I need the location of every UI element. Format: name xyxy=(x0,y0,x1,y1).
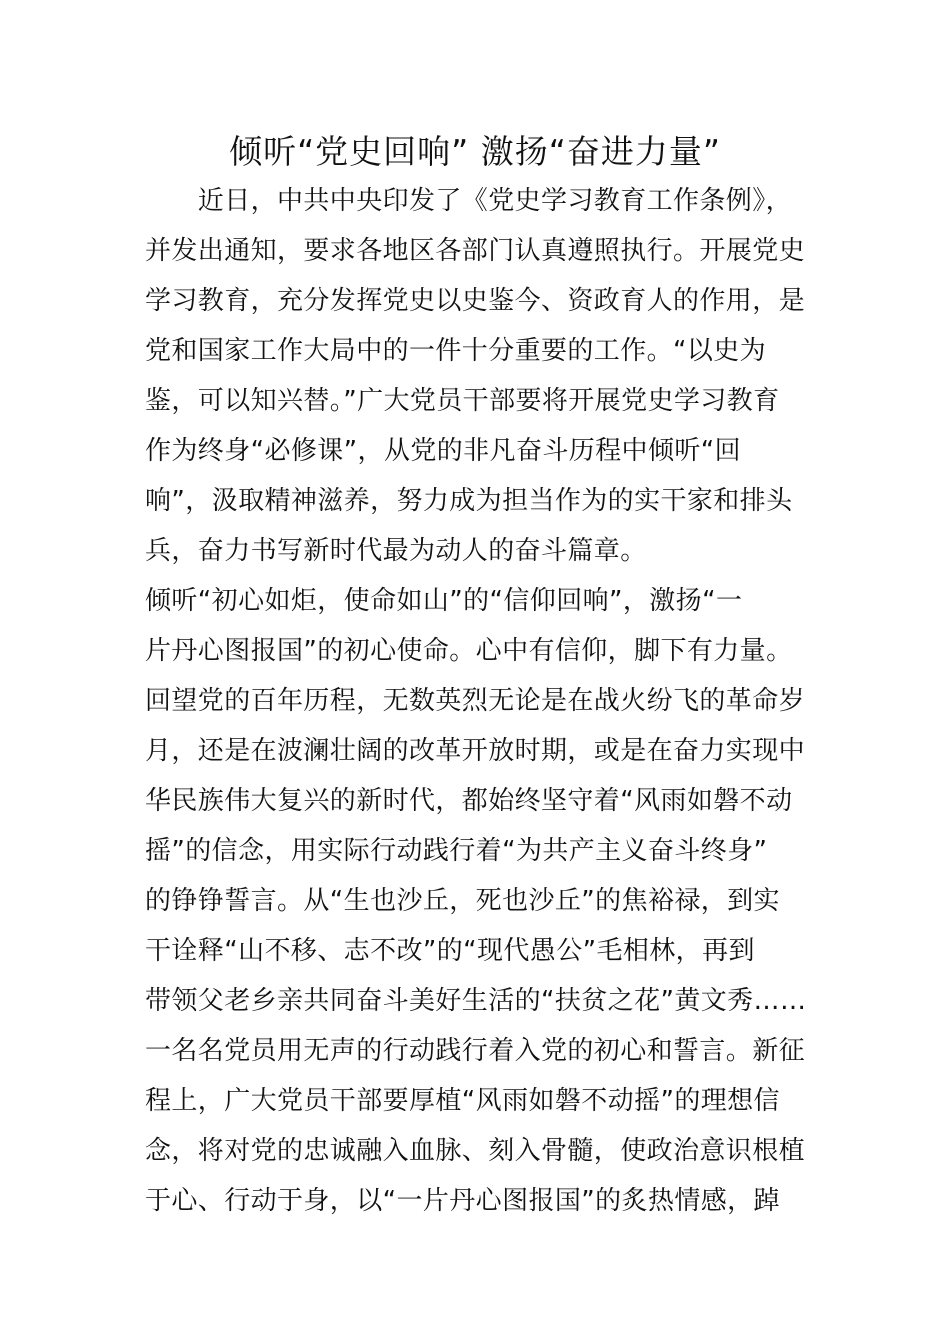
text-line: 片丹心图报国”的初心使命。心中有信仰，脚下有力量。 xyxy=(145,636,793,666)
text-line: 程上，广大党员干部要厚植“风雨如磐不动摇”的理想信 xyxy=(145,1086,780,1116)
text-line: 回望党的百年历程，无数英烈无论是在战火纷飞的革命岁 xyxy=(145,686,806,716)
text-line: 月，还是在波澜壮阔的改革开放时期，或是在奋力实现中 xyxy=(145,736,806,766)
text-line: 带领父老乡亲共同奋斗美好生活的“扶贫之花”黄文秀…… xyxy=(145,986,807,1016)
text-line: 华民族伟大复兴的新时代，都始终坚守着“风雨如磐不动 xyxy=(145,786,793,816)
document-title: 倾听“党史回响” 激扬“奋进力量” xyxy=(229,132,721,171)
text-line: 一名名党员用无声的行动践行着入党的初心和誓言。新征 xyxy=(145,1036,806,1066)
text-line: 干诠释“山不移、志不改”的“现代愚公”毛相林，再到 xyxy=(145,936,755,966)
text-line: 于心、行动于身，以“一片丹心图报国”的炙热情感，踔 xyxy=(145,1186,780,1216)
text-line: 党和国家工作大局中的一件十分重要的工作。“以史为 xyxy=(145,336,767,366)
text-line: 的铮铮誓言。从“生也沙丘，死也沙丘”的焦裕禄，到实 xyxy=(145,886,780,916)
text-line: 摇”的信念，用实际行动践行着“为共产主义奋斗终身” xyxy=(145,836,768,866)
text-line: 鉴，可以知兴替。”广大党员干部要将开展党史学习教育 xyxy=(145,386,780,416)
text-line: 兵，奋力书写新时代最为动人的奋斗篇章。 xyxy=(145,536,647,566)
text-line: 近日，中共中央印发了《党史学习教育工作条例》， xyxy=(145,186,793,216)
text-line: 念，将对党的忠诚融入血脉、刻入骨髓，使政治意识根植 xyxy=(145,1136,806,1166)
text-line: 倾听“初心如炬，使命如山”的“信仰回响”，激扬“一 xyxy=(145,586,743,616)
text-line: 响”，汲取精神滋养，努力成为担当作为的实干家和排头 xyxy=(145,486,793,516)
text-line: 学习教育，充分发挥党史以史鉴今、资政育人的作用，是 xyxy=(145,286,806,316)
text-line: 作为终身“必修课”，从党的非凡奋斗历程中倾听“回 xyxy=(145,436,742,466)
text-line: 并发出通知，要求各地区各部门认真遵照执行。开展党史 xyxy=(145,236,806,266)
